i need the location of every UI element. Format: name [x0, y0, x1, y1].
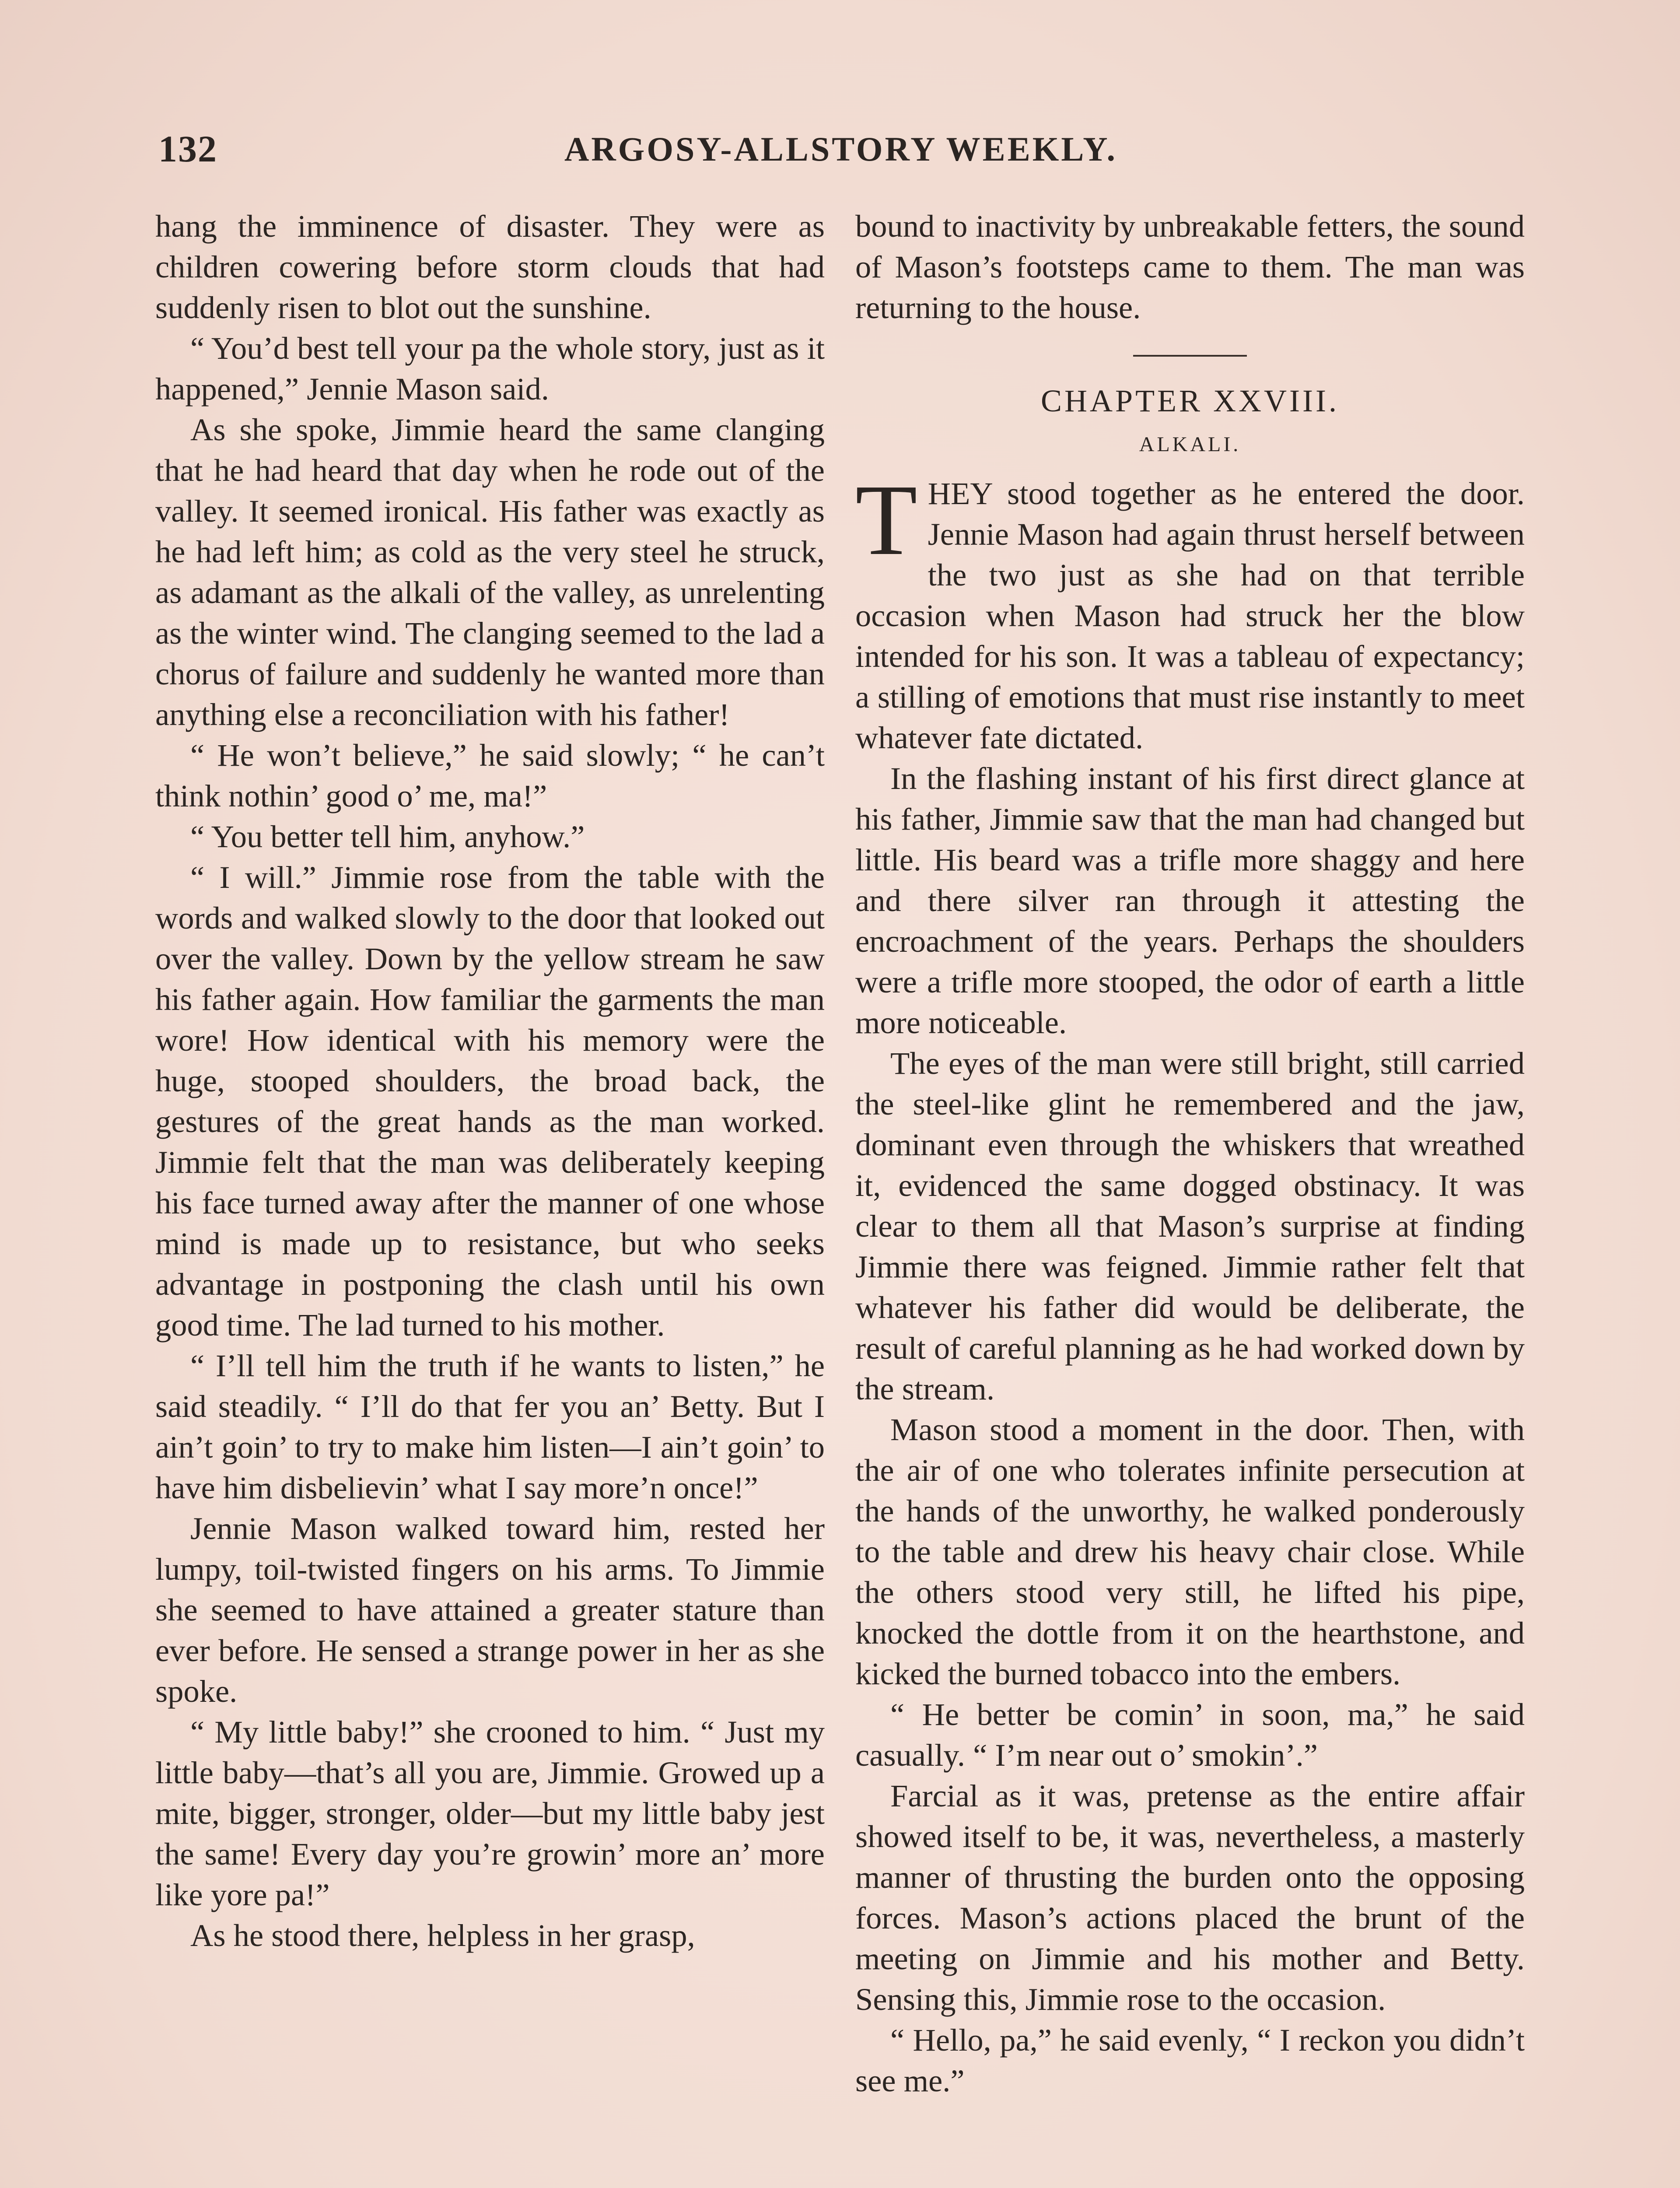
drop-cap: T: [855, 464, 917, 576]
left-column: [155, 206, 825, 1956]
paragraph: Mason stood a moment in the door. Then, with the air of one who tolerates infinite persecution at the hands of the unworthy, he walked ponderously to the table and drew his heavy chair close. While the others stood very still, he lifted his pipe, knocked the dottle from it on the hearthstone, and kicked the burned tobacco into the embers.: [855, 1412, 1525, 1691]
paragraph: “ You’d best tell your pa the whole story, just as it happened,” Jennie Mason said.: [155, 330, 825, 407]
paragraph: As he stood there, helpless in her grasp,: [190, 1918, 695, 1953]
chapter-title: CHAPTER XXVIII.: [1041, 383, 1339, 418]
paragraph: “ I’ll tell him the truth if he wants to listen,” he said steadily. “ I’ll do that fer you an’ Betty. But I ain’t goin’ to try to make him listen—I ain’t goin’ to have him disbelievin’ what I say more’n once!”: [155, 1348, 825, 1505]
chapter-subtitle: ALKALI.: [1139, 433, 1241, 456]
paragraph: As she spoke, Jimmie heard the same clanging that he had heard that day when he rode out of the valley. It seemed ironical. His father was exactly as he had left him; as cold as the very steel he struck, as adamant as the alkali of the valley, as unrelenting as the winter wind. The clanging seemed to the lad a chorus of failure and suddenly he wanted more than anything else a reconciliation with his father!: [155, 412, 825, 732]
chapter-opening-paragraph: [855, 464, 1525, 758]
paragraph: Farcial as it was, pretense as the entire affair showed itself to be, it was, nevertheless, a masterly manner of thrusting the burden onto the opposing forces. Mason’s actions placed the brunt of the meeting on Jimmie and his mother and Betty. Sensing this, Jimmie rose to the occasion.: [855, 1778, 1525, 2017]
paragraph: “ He won’t believe,” he said slowly; “ he can’t think nothin’ good o’ me, ma!”: [155, 737, 825, 813]
paragraph: “ He better be comin’ in soon, ma,” he said casually. “ I’m near out o’ smokin’.”: [855, 1697, 1525, 1773]
right-column: [855, 206, 1525, 2101]
section-divider: [1133, 355, 1247, 357]
paragraph: bound to inactivity by unbreakable fetters, the sound of Mason’s footsteps came to them. The man was returning to the house.: [855, 208, 1525, 325]
paragraph: hang the imminence of disaster. They were as children cowering before storm clouds that had suddenly risen to blot out the sunshine.: [155, 208, 825, 325]
paragraph: Jennie Mason walked toward him, rested her lumpy, toil-twisted fingers on his arms. To Jimmie she seemed to have attained a greater stature than ever before. He sensed a strange power in her as she spoke.: [155, 1511, 825, 1709]
paragraph: The eyes of the man were still bright, still carried the steel-like glint he remembered and the jaw, dominant even through the whiskers that wreathed it, evidenced the same dogged obstinacy. It was clear to them all that Mason’s surprise at finding Jimmie there was feigned. Jimmie rather felt that whatever his father did would be deliberate, the result of careful planning as he had worked down by the stream.: [855, 1045, 1525, 1406]
paragraph: “ I will.” Jimmie rose from the table with the words and walked slowly to the door that looked out over the valley. Down by the yellow stream he saw his father again. How familiar the garments the man wore! How identical with his memory were the huge, stooped shoulders, the broad back, the gestures of the great hands as the man worked. Jimmie felt that the man was deliberately keeping his face turned away after the manner of one whose mind is made up to resistance, but who seeks advantage in postponing the clash until his own good time. The lad turned to his mother.: [155, 859, 825, 1343]
paragraph: “ Hello, pa,” he said evenly, “ I reckon you didn’t see me.”: [855, 2022, 1525, 2098]
page-number: 132: [158, 128, 217, 170]
opening-text: HEY stood together as he entered the door. Jennie Mason had again thrust herself between the two just as she had on that terrible occasion when Mason had struck her the blow intended for his son. It was a tableau of expectancy; a stilling of emotions that must rise instantly to meet whatever fate dictated.: [855, 476, 1525, 755]
paragraph: “ You better tell him, anyhow.”: [190, 819, 585, 854]
running-head: ARGOSY-ALLSTORY WEEKLY.: [564, 130, 1117, 168]
paragraph: In the flashing instant of his first direct glance at his father, Jimmie saw that the man had changed but little. His beard was a trifle more shaggy and here and there silver ran through it attesting the encroachment of the years. Perhaps the shoulders were a trifle more stooped, the odor of earth a little more noticeable.: [855, 761, 1525, 1040]
paragraph: “ My little baby!” she crooned to him. “ Just my little baby—that’s all you are, Jimmie. Growed up a mite, bigger, stronger, older—but my little baby jest the same! Every day you’re growin’ more an’ more like yore pa!”: [155, 1714, 825, 1912]
